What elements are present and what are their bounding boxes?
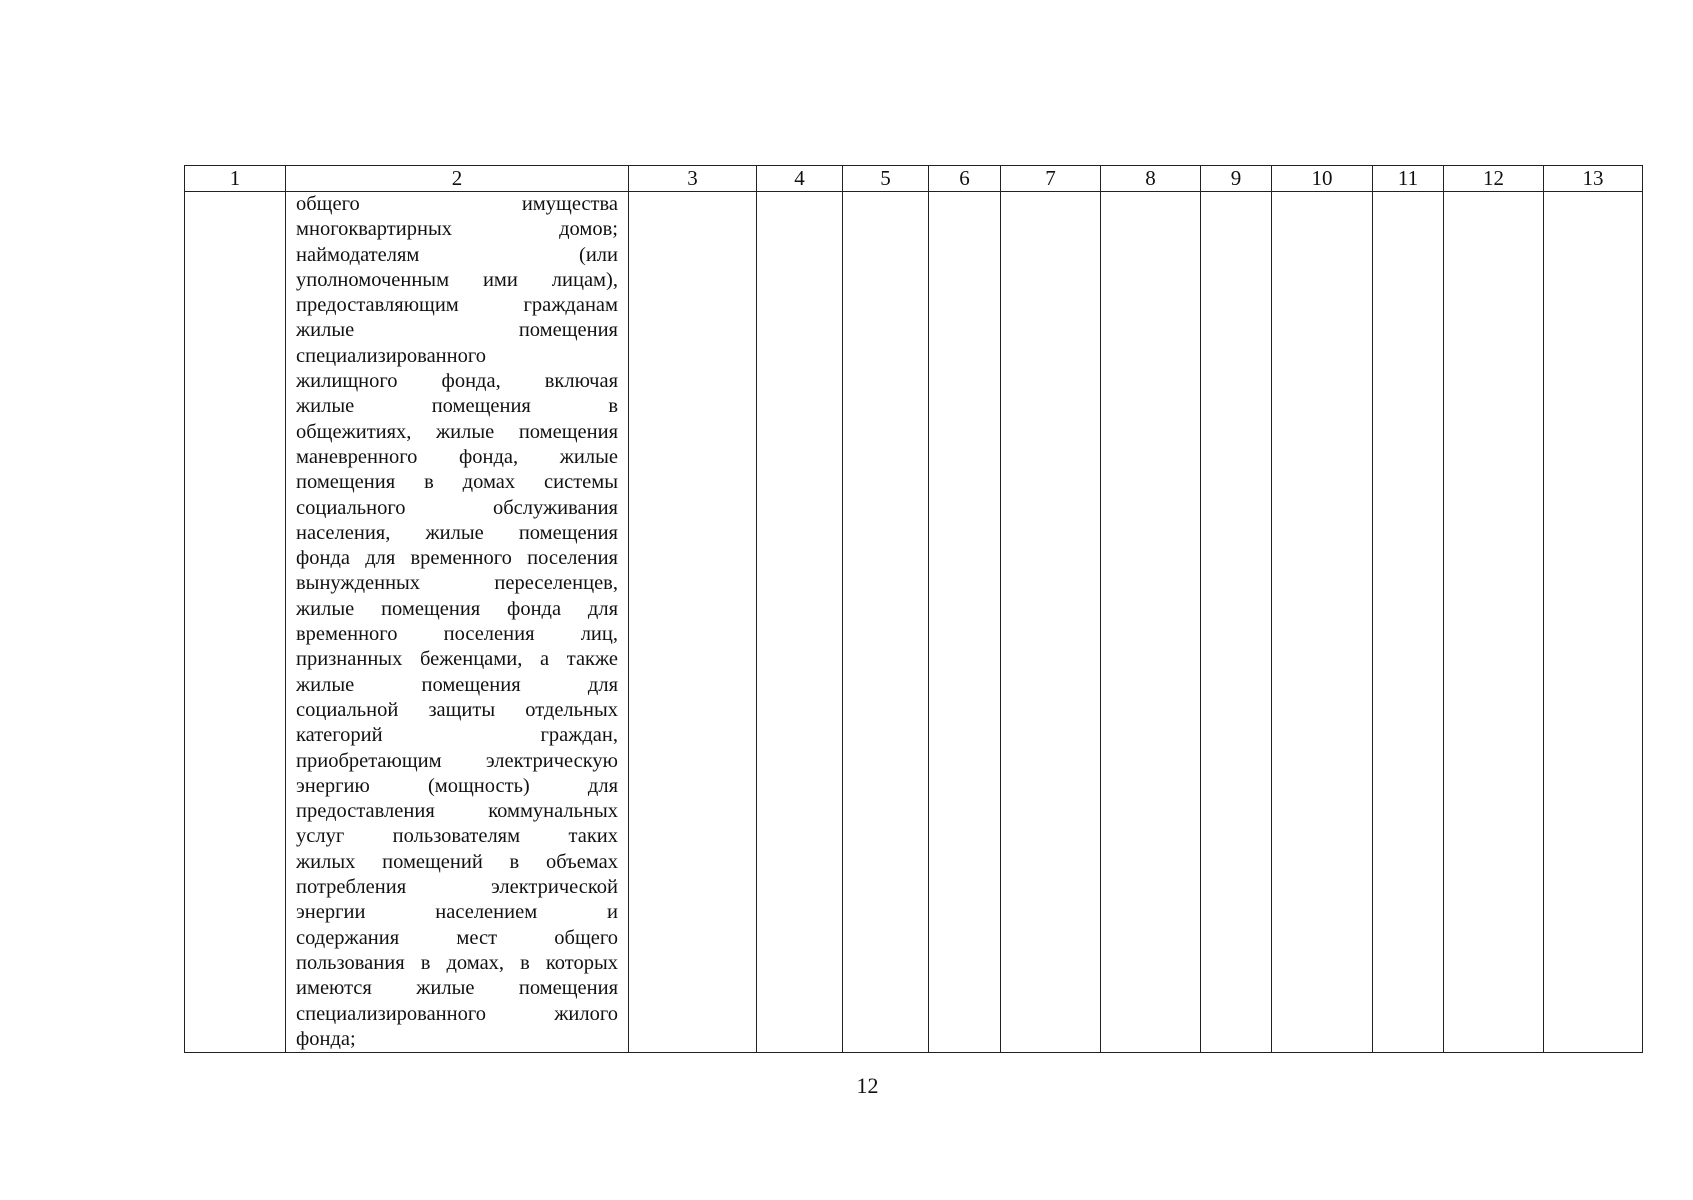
text-line: пользования в домах, в которых [296, 951, 618, 974]
table-cell-col4 [757, 192, 843, 1053]
text-line: содержания мест общего [296, 926, 618, 949]
text-line: социальной защиты отдельных [296, 698, 618, 721]
table-cell-col9 [1201, 192, 1272, 1053]
column-header: 2 [286, 166, 629, 192]
table-cell-col10 [1272, 192, 1373, 1053]
table-cell-col8 [1101, 192, 1201, 1053]
text-line: фонда для временного поселения [296, 547, 618, 570]
text-line: энергию (мощность) для [296, 774, 618, 797]
text-line: категорий граждан, [296, 724, 618, 747]
text-line: временного поселения лиц, [296, 623, 618, 646]
table-cell-col11 [1373, 192, 1444, 1053]
text-line: приобретающим электрическую [296, 749, 618, 772]
text-line: помещения в домах системы [296, 471, 618, 494]
text-line: энергии населением и [296, 901, 618, 924]
text-line: имеются жилые помещения [296, 977, 618, 1000]
text-line: маневренного фонда, жилые [296, 445, 618, 468]
data-table [184, 165, 1643, 1053]
text-line: жилые помещения для [296, 673, 618, 696]
text-line: признанных беженцами, а также [296, 648, 618, 671]
text-line: жилые помещения в [296, 395, 618, 418]
text-line: жилые помещения фонда для [296, 597, 618, 620]
table-cell-col7 [1001, 192, 1101, 1053]
text-line: предоставляющим гражданам [296, 294, 618, 317]
text-line: жилые помещения [296, 319, 618, 342]
text-line: социального обслуживания [296, 496, 618, 519]
text-line: специализированного [296, 344, 487, 367]
column-header: 13 [1544, 166, 1643, 192]
text-line: предоставления коммунальных [296, 800, 618, 823]
text-line: населения, жилые помещения [296, 521, 618, 544]
column-header: 3 [629, 166, 757, 192]
page-number: 12 [856, 1073, 879, 1098]
recipient-description-text [286, 192, 628, 1052]
text-line: уполномоченным ими лицам), [296, 268, 618, 291]
text-line: потребления электрической [296, 876, 618, 899]
column-header: 1 [185, 166, 286, 192]
column-header: 6 [929, 166, 1001, 192]
column-header: 7 [1001, 166, 1101, 192]
column-header: 12 [1444, 166, 1544, 192]
text-line: наймодателям (или [296, 243, 618, 266]
table-cell-col1 [185, 192, 286, 1053]
column-header: 11 [1373, 166, 1444, 192]
column-header: 10 [1272, 166, 1373, 192]
header-row [185, 166, 1643, 192]
text-line: специализированного жилого [296, 1002, 618, 1025]
table-row [185, 192, 1643, 1053]
table-cell-col3 [629, 192, 757, 1053]
text-line: жилищного фонда, включая [296, 370, 618, 393]
column-header: 5 [843, 166, 929, 192]
column-header: 9 [1201, 166, 1272, 192]
table-cell-col12 [1444, 192, 1544, 1053]
text-line: общего имущества [296, 193, 618, 215]
table-cell-col2 [286, 192, 629, 1053]
text-line: общежитиях, жилые помещения [296, 420, 618, 443]
text-line: жилых помещений в объемах [296, 850, 618, 873]
table-cell-col5 [843, 192, 929, 1053]
column-header: 8 [1101, 166, 1201, 192]
table-cell-col13 [1544, 192, 1643, 1053]
text-line: фонда; [296, 1027, 356, 1050]
text-line: услуг пользователям таких [296, 825, 618, 848]
table-cell-col6 [929, 192, 1001, 1053]
text-line: многоквартирных домов; [296, 218, 618, 241]
column-header: 4 [757, 166, 843, 192]
text-line: вынужденных переселенцев, [296, 572, 618, 595]
